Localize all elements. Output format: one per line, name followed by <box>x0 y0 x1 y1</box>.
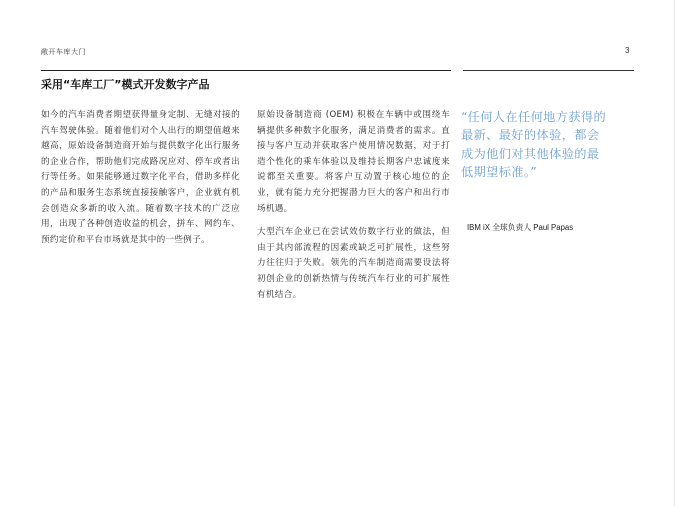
paragraph: 大型汽车企业已在尝试效仿数字行业的做法，但由于其内部流程的因素或缺乏可扩展性，这些努力往往归于失败。领先的汽车制造商需要设法将初创企业的创新热情与传统汽车行业的可扩展性有机结合。 <box>257 227 450 300</box>
body-column-1 <box>41 108 240 256</box>
paragraph: 原始设备制造商 (OEM) 积极在车辆中或围绕车辆提供多种数字化服务，满足消费者的需求。直接与客户互动并获取客户使用情况数据，对于打造个性化的乘车体验以及维持长期客户忠诚度来说都至关重要。将客户互动置于核心地位的企业，就有能力充分把握潜力巨大的客户和出行市场机遇。 <box>257 110 450 214</box>
section-title: 采用“车库工厂”模式开发数字产品 <box>41 78 210 91</box>
paragraph: 如今的汽车消费者期望获得量身定制、无缝对接的汽车驾驶体验。随着他们对个人出行的期望值越来越高，原始设备制造商开始与提供数字化出行服务的企业合作，帮助他们完成路况应对、停车或者出行等任务。如果能够通过数字化平台，借助多样化的产品和服务生态系统直接接触客户，企业就有机会创造众多新的收入流。随着数字技术的广泛应用，出现了各种创造收益的机会，拼车、网约车、预约定价和平台市场就是其中的一些例子。 <box>41 110 240 245</box>
running-header: 敞开车库大门 <box>41 48 86 56</box>
quote-attribution: IBM iX 全球负责人 Paul Papas <box>467 223 574 232</box>
page-number: 3 <box>625 46 630 55</box>
header-rule-left <box>41 70 451 71</box>
pull-quote: “任何人在任何地方获得的最新、最好的体验，都会成为他们对其他体验的最低期望标准。” <box>461 110 607 180</box>
body-column-2 <box>257 108 450 311</box>
header-rule-right <box>463 70 634 71</box>
